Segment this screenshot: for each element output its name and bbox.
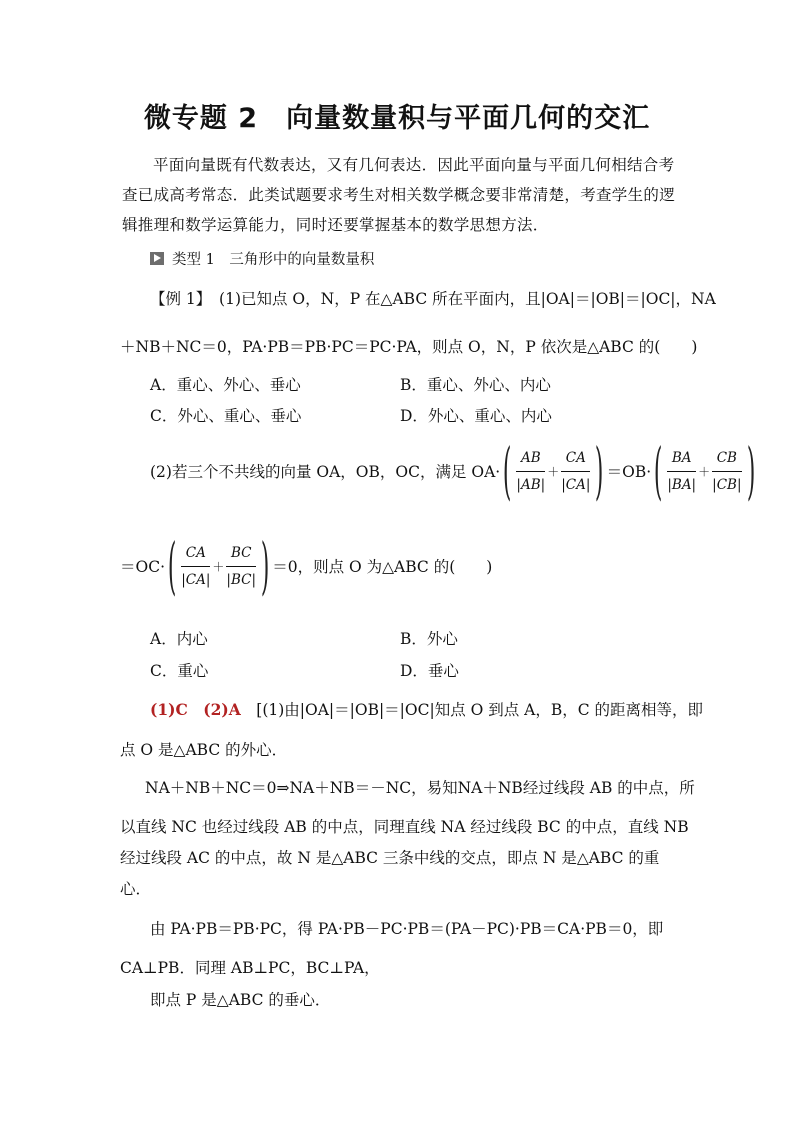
answer-text: [(1)由|OA|＝|OB|＝|OC|知点 O 到点 A，B，C 的距离相等，即 — [256, 701, 704, 719]
q2-prefix: (2)若三个不共线的向量 OA，OB，OC，满足 OA· — [150, 463, 501, 481]
intro-paragraph: 平面向量既有代数表达，又有几何表达．因此平面向量与平面几何相结合考查已成高考常态．此类试题要求考生对相关数学概念要非常清楚，考查学生的逻辑推理和数学运算能力，同时还要掌握基本的数学思想方法． — [122, 156, 676, 234]
solution-n-line-2: 以直线 NC 也经过线段 AB 的中点，同理直线 NA 经过线段 BC 的中点，直线 NB — [120, 818, 689, 836]
q1-option-b: B．重心、外心、内心 — [400, 376, 551, 394]
answer-label: (1)C (2)A — [150, 700, 241, 719]
solution-n-line-3: 经过线段 AC 的中点，故 N 是△ABC 三条中线的交点，即点 N 是△ABC 的重 — [120, 849, 660, 867]
solution-n-line-4: 心． — [120, 880, 152, 898]
plus-sign: ＋ — [547, 464, 560, 479]
fraction-ca: $\frac{CA}{|CA|}$ — [561, 449, 591, 493]
q2-option-d: D．垂心 — [400, 662, 459, 680]
q1-option-a: A．重心、外心、垂心 — [150, 376, 301, 394]
fraction-cb: $\frac{CB}{|CB|}$ — [712, 449, 742, 493]
solution-n-line-1: NA＋NB＋NC＝0⇒NA＋NB＝－NC，易知NA＋NB经过线段 AB 的中点，所 — [145, 779, 695, 797]
right-paren: ) — [746, 434, 755, 507]
q1-option-c: C．外心、重心、垂心 — [150, 407, 302, 425]
q2-option-a: A．内心 — [150, 630, 208, 648]
fraction-ca: $\frac{CA}{|CA|}$ — [181, 544, 211, 588]
q2-line-2 — [120, 529, 493, 602]
plus-sign: ＋ — [698, 464, 711, 479]
fraction-ab: $\frac{AB}{|AB|}$ — [516, 449, 546, 493]
fraction-ba: $\frac{BA}{|BA|}$ — [667, 449, 697, 493]
left-paren: ( — [654, 434, 663, 507]
left-paren: ( — [167, 529, 177, 602]
answer-line-2: 点 O 是△ABC 的外心． — [120, 741, 288, 759]
section-heading-text: 类型 1 三角形中的向量数量积 — [172, 252, 375, 268]
play-triangle-icon — [150, 252, 164, 265]
q1-option-d: D．外心、重心、内心 — [400, 407, 552, 425]
q2-line2-suffix: ＝0，则点 O 为△ABC 的( ) — [272, 558, 493, 576]
fraction-bc: $\frac{BC}{|BC|}$ — [226, 544, 257, 588]
q2-line2-prefix: ＝OC· — [120, 558, 165, 576]
section-heading — [150, 248, 374, 269]
q2-option-c: C．重心 — [150, 662, 209, 680]
answer-line-1 — [150, 698, 703, 720]
q2-line-1 — [150, 434, 758, 507]
page-title: 微专题 2 向量数量积与平面几何的交汇 — [143, 103, 651, 134]
q2-option-b: B．外心 — [400, 630, 458, 648]
q2-mid-eq: ＝OB· — [606, 463, 652, 481]
solution-p-line-3: 即点 P 是△ABC 的垂心． — [150, 991, 331, 1009]
solution-p-line-1: 由 PA·PB＝PB·PC，得 PA·PB－PC·PB＝(PA－PC)·PB＝CA·PB＝0，即 — [150, 920, 664, 938]
right-paren: ) — [260, 529, 270, 602]
example-line-1: 【例 1】 (1)已知点 O，N，P 在△ABC 所在平面内，且|OA|＝|OB|＝|OC|，NA — [150, 290, 716, 308]
solution-p-line-2: CA⊥PB．同理 AB⊥PC，BC⊥PA， — [120, 959, 380, 977]
left-paren: ( — [503, 434, 512, 507]
example-line-2: ＋NB＋NC＝0，PA·PB＝PB·PC＝PC·PA，则点 O，N，P 依次是△ABC 的( ) — [120, 338, 698, 356]
right-paren: ) — [595, 434, 604, 507]
plus-sign: ＋ — [212, 559, 225, 574]
